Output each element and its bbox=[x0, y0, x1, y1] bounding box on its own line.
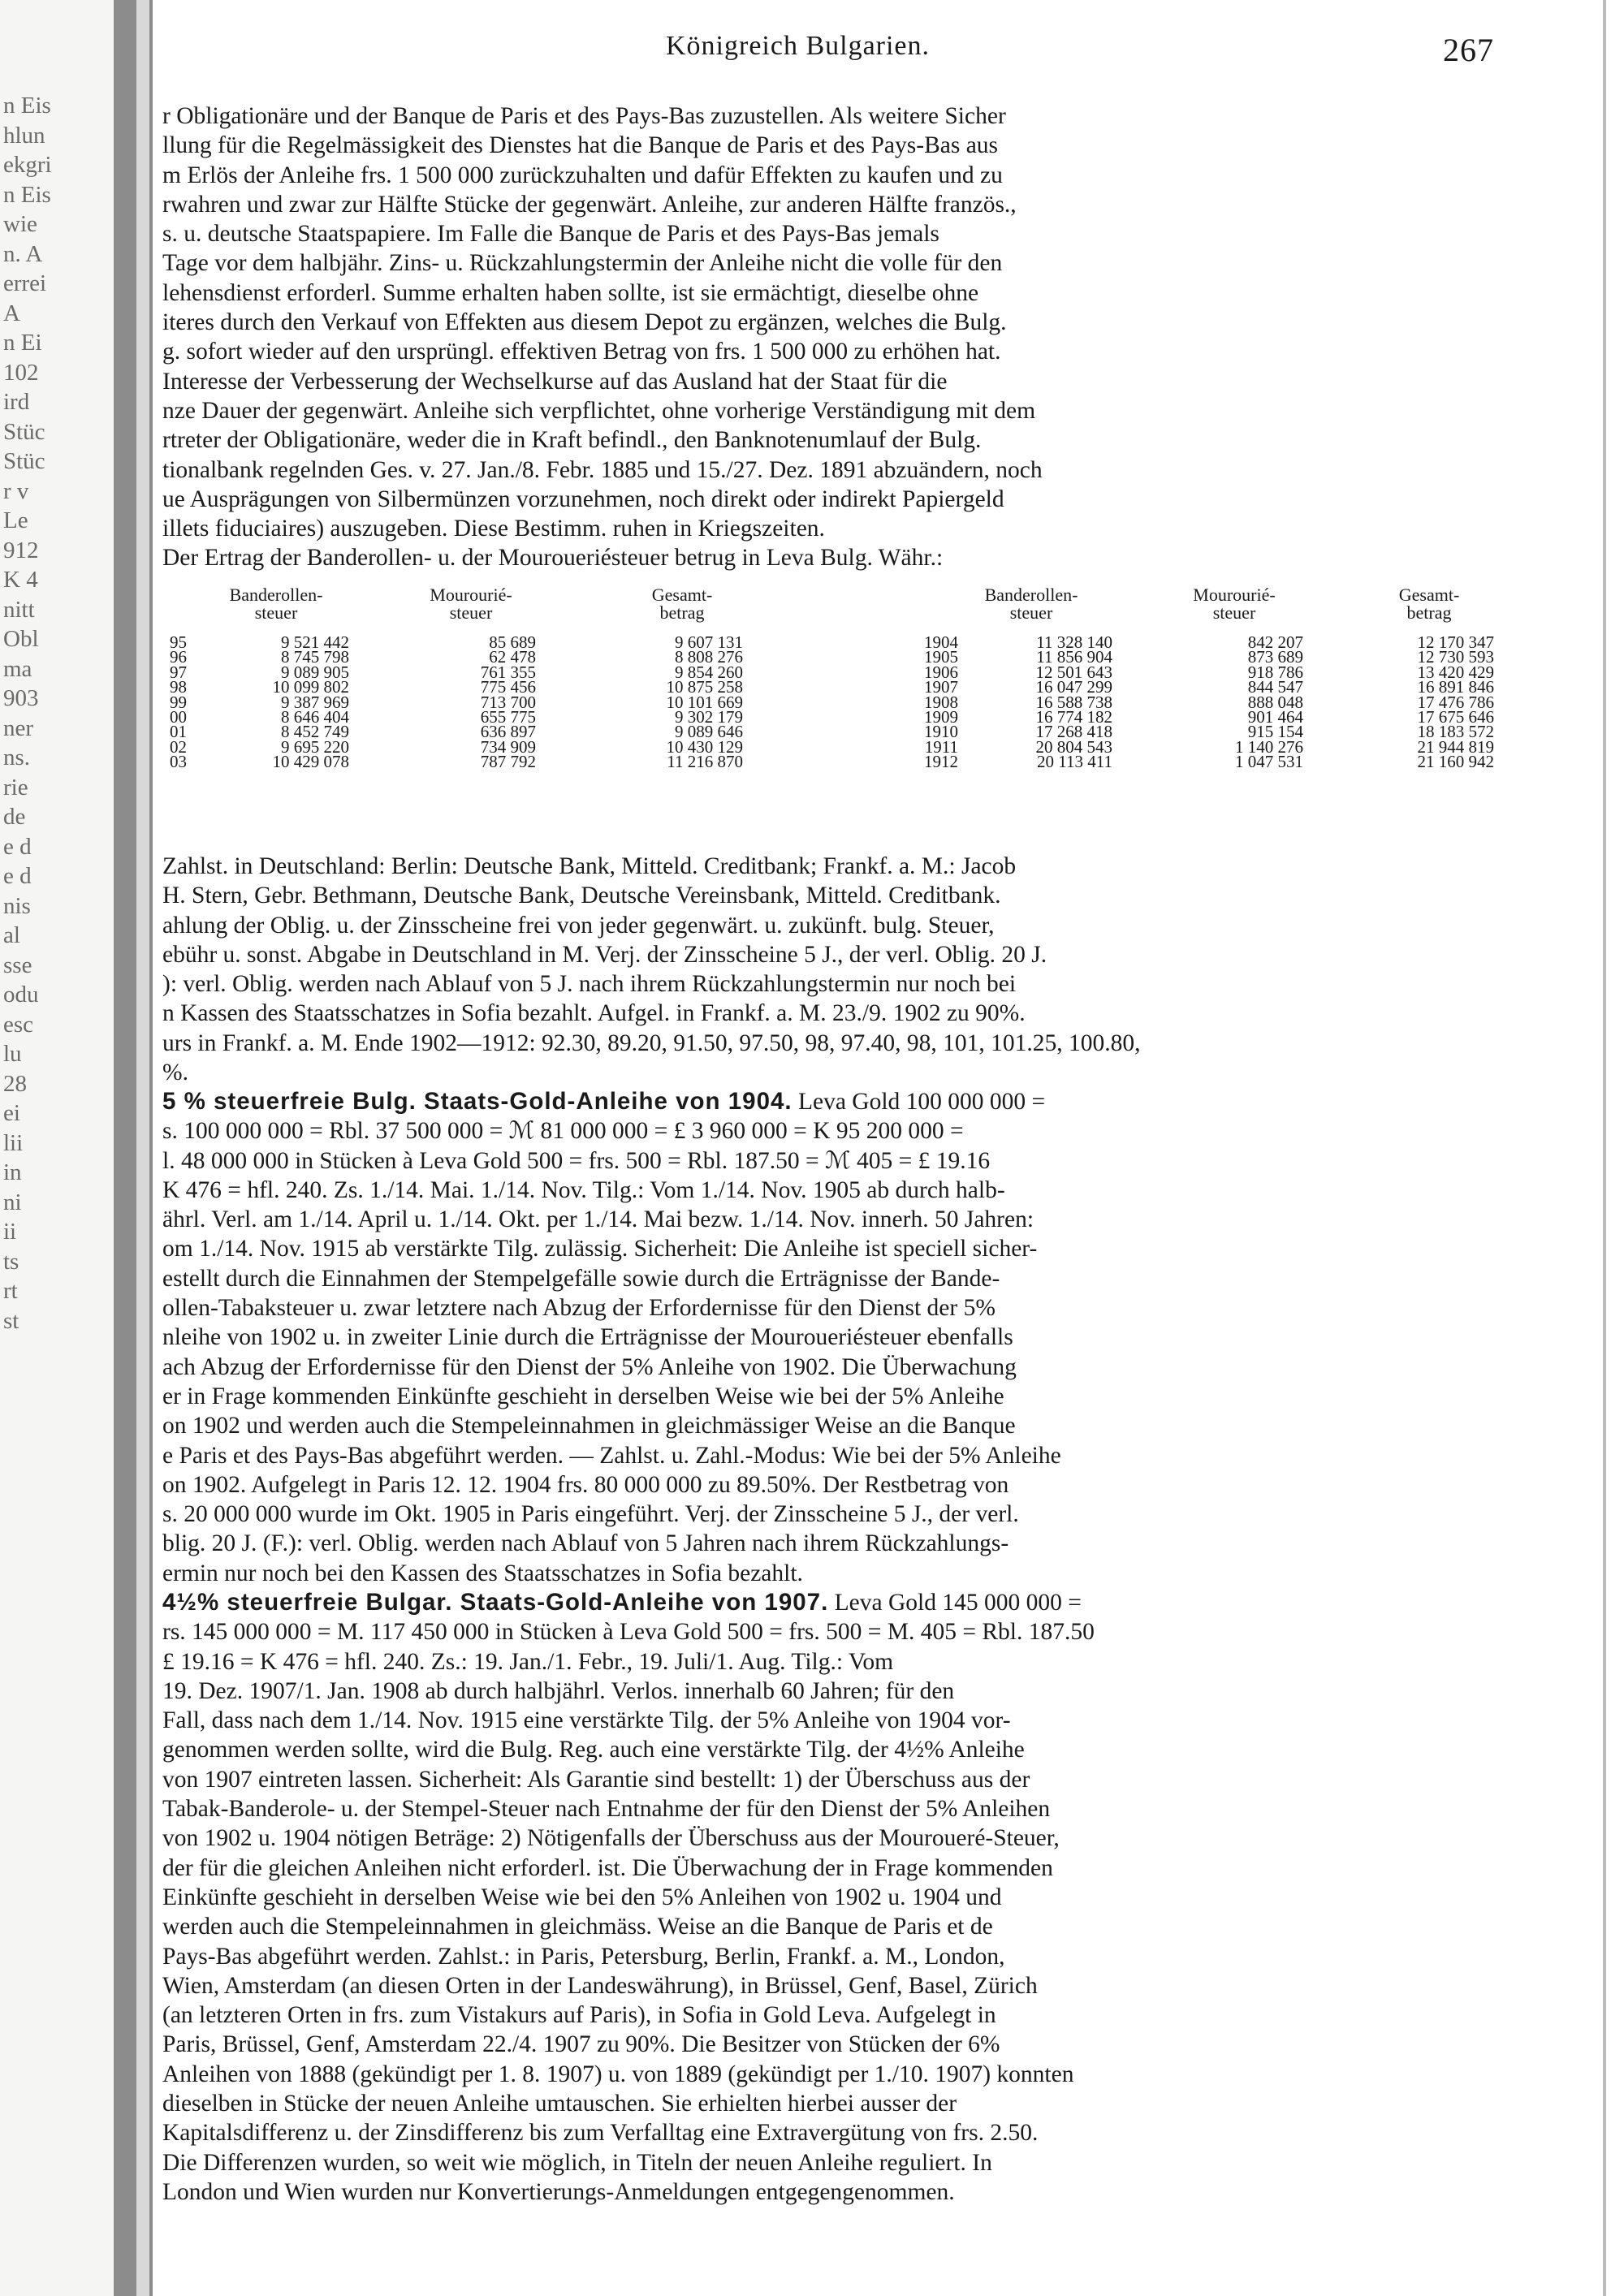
table-cell: 9 854 260 bbox=[675, 662, 743, 682]
text-line: ach Abzug der Erfordernisse für den Dienst der 5% Anleihe von 1902. Die Überwachung bbox=[162, 1353, 1017, 1380]
table-cell: 918 786 bbox=[1247, 662, 1303, 682]
edge-fragment: n Ei bbox=[3, 330, 42, 356]
edge-fragment: esc bbox=[3, 1011, 34, 1038]
table-cell: 16 588 738 bbox=[1035, 692, 1112, 712]
text-line: werden auch die Stempeleinnahmen in gleichmäss. Weise an die Banque de Paris et de bbox=[162, 1914, 993, 1940]
table-cell: 9 089 905 bbox=[281, 662, 349, 682]
text-line: er in Frage kommenden Einkünfte geschieht in derselben Weise wie bei der 5% Anleihe bbox=[162, 1383, 1004, 1409]
col-header-gesamt-right: Gesamt- betrag bbox=[1398, 585, 1460, 623]
text-line: Zahlst. in Deutschland: Berlin: Deutsche Bank, Mitteld. Creditbank; Frankf. a. M.: Jacob bbox=[162, 853, 1017, 879]
edge-fragment: 903 bbox=[3, 685, 39, 711]
col-header-mourourie-right: Mourourié- steuer bbox=[1193, 585, 1276, 623]
table-column-right-mourourie bbox=[1161, 632, 1303, 772]
running-header bbox=[162, 31, 1494, 71]
edge-fragment: e d bbox=[3, 863, 32, 889]
paragraph-security-terms bbox=[162, 101, 1494, 573]
table-cell: 9 607 131 bbox=[675, 632, 743, 652]
table-cell: 655 775 bbox=[480, 706, 536, 727]
edge-fragment: Stüc bbox=[3, 418, 45, 445]
text-line: r Obligationäre und der Banque de Paris et des Pays-Bas zuzustellen. Als weitere Sicher bbox=[162, 103, 1006, 129]
text-line: 19. Dez. 1907/1. Jan. 1908 ab durch halbjährl. Verlos. innerhalb 60 Jahren; für den bbox=[162, 1677, 955, 1704]
text-line: s. 100 000 000 = Rbl. 37 500 000 = ℳ 81 000 000 = £ 3 960 000 = K 95 200 000 = bbox=[162, 1118, 964, 1145]
table-cell: 85 689 bbox=[489, 632, 536, 652]
text-line: Die Differenzen wurden, so weit wie möglich, in Titeln der neuen Anleihe reguliert. In bbox=[162, 2149, 992, 2176]
text-line: %. bbox=[162, 1060, 188, 1086]
table-cell: 11 328 140 bbox=[1036, 632, 1112, 652]
table-cell: 9 695 220 bbox=[281, 736, 349, 757]
text-line: Wien, Amsterdam (an diesen Orten in der Landeswährung), in Brüssel, Genf, Basel, Zürich bbox=[162, 1972, 1038, 1999]
table-cell: 8 646 404 bbox=[281, 706, 349, 727]
text-line: Interesse der Verbesserung der Wechselkurse auf das Ausland hat der Staat für die bbox=[162, 368, 948, 395]
text-line: ahlung der Oblig. u. der Zinsscheine frei von jeder gegenwärt. u. zukünft. bulg. Steuer, bbox=[162, 912, 995, 939]
edge-fragment: rie bbox=[3, 774, 28, 801]
text-line: ollen-Tabaksteuer u. zwar letztere nach Abzug der Erfordernisse für den Dienst der 5% bbox=[162, 1295, 996, 1322]
table-cell: 1 047 531 bbox=[1235, 752, 1303, 772]
text-line: von 1907 eintreten lassen. Sicherheit: Als Garantie sind bestellt: 1) der Überschuss aus der bbox=[162, 1766, 1030, 1793]
section-heading: 4½% steuerfreie Bulgar. Staats-Gold-Anleihe von 1907. bbox=[162, 1589, 829, 1616]
table-cell: 1908 bbox=[924, 692, 958, 712]
edge-fragment: Obl bbox=[3, 626, 39, 652]
text-line: Kapitalsdifferenz u. der Zinsdifferenz bis zum Verfalltag eine Extravergütung von frs. 2.50. bbox=[162, 2120, 1039, 2147]
text-line: lehensdienst erforderl. Summe erhalten haben sollte, ist sie ermächtigt, dieselbe ohne bbox=[162, 279, 979, 306]
edge-fragment: ts bbox=[3, 1248, 19, 1275]
edge-fragment: n Eis bbox=[3, 181, 51, 208]
text-line: Pays-Bas abgeführt werden. Zahlst.: in Paris, Petersburg, Berlin, Frankf. a. M., London, bbox=[162, 1943, 1005, 1970]
text-line: ebühr u. sonst. Abgabe in Deutschland in M. Verj. der Zinsscheine 5 J., der verl. Oblig. 20 J. bbox=[162, 941, 1047, 968]
text-line: m Erlös der Anleihe frs. 1 500 000 zurückzuhalten und dafür Effekten zu kaufen und zu bbox=[162, 162, 1003, 188]
table-column-left-years bbox=[162, 632, 187, 772]
col-header-banderollen-left: Banderollen- steuer bbox=[229, 585, 323, 623]
table-column-left-banderollen bbox=[203, 632, 349, 772]
text-line: London und Wien wurden nur Konvertierungs-Anmeldungen entgegengenommen. bbox=[162, 2178, 955, 2205]
table-cell: 21 160 942 bbox=[1417, 752, 1494, 772]
edge-fragment: st bbox=[3, 1307, 19, 1334]
table-cell: 9 302 179 bbox=[675, 706, 743, 727]
table-cell: 11 856 904 bbox=[1036, 647, 1112, 667]
edge-fragment: ns. bbox=[3, 744, 31, 770]
section-heading-continuation: Leva Gold 145 000 000 = bbox=[828, 1590, 1082, 1616]
table-cell: 844 547 bbox=[1247, 677, 1303, 697]
text-line: s. u. deutsche Staatspapiere. Im Falle die Banque de Paris et des Pays-Bas jemals bbox=[162, 221, 939, 248]
table-cell: 12 501 643 bbox=[1035, 662, 1112, 682]
table-cell: 16 774 182 bbox=[1035, 706, 1112, 727]
table-cell: 16 047 299 bbox=[1035, 677, 1112, 697]
text-line: iteres durch den Verkauf von Effekten aus diesem Depot zu ergänzen, welches die Bulg. bbox=[162, 309, 1007, 336]
page-right-edge bbox=[1603, 0, 1606, 2296]
text-line: von 1902 u. 1904 nötigen Beträge: 2) Nötigenfalls der Überschuss aus der Mouroueré-Steuer, bbox=[162, 1825, 1060, 1852]
table-cell: 10 101 669 bbox=[666, 692, 743, 712]
col-header-gesamt-left: Gesamt- betrag bbox=[651, 585, 713, 623]
edge-fragment: hlun bbox=[3, 122, 45, 149]
text-line: s. 20 000 000 wurde im Okt. 1905 in Paris eingeführt. Verj. der Zinsscheine 5 J., der verl. bbox=[162, 1501, 1019, 1528]
text-line: £ 19.16 = K 476 = hfl. 240. Zs.: 19. Jan./1. Febr., 19. Juli/1. Aug. Tilg.: Vom bbox=[162, 1648, 894, 1675]
binding-gutter-highlight bbox=[136, 0, 149, 2296]
table-column-right-banderollen bbox=[966, 632, 1112, 772]
table-cell: 10 429 078 bbox=[272, 752, 349, 772]
edge-fragment: ekgri bbox=[3, 152, 52, 178]
edge-fragment: 102 bbox=[3, 359, 39, 386]
section-loan-1904 bbox=[162, 1087, 1494, 1588]
edge-fragment: errei bbox=[3, 270, 47, 296]
table-cell: 17 675 646 bbox=[1417, 706, 1494, 727]
table-cell: 62 478 bbox=[489, 647, 536, 667]
edge-fragment: A bbox=[3, 300, 20, 326]
edge-fragment: wie bbox=[3, 211, 37, 237]
edge-fragment: Stüc bbox=[3, 448, 45, 474]
table-cell: 20 113 411 bbox=[1037, 752, 1112, 772]
table-cell: 1911 bbox=[924, 736, 958, 757]
table-cell: 97 bbox=[170, 662, 187, 682]
text-line: nze Dauer der gegenwärt. Anleihe sich verpflichtet, ohne vorherige Verständigung mit dem bbox=[162, 397, 1036, 424]
table-cell: 1907 bbox=[924, 677, 958, 697]
edge-fragment: nis bbox=[3, 892, 31, 919]
table-cell: 1906 bbox=[924, 662, 958, 682]
text-line: rwahren und zwar zur Hälfte Stücke der gegenwärt. Anleihe, zur anderen Hälfte französ., bbox=[162, 191, 1017, 218]
text-line: dieselben in Stücke der neuen Anleihe umtauschen. Sie erhielten hierbei ausser der bbox=[162, 2091, 957, 2117]
section-heading-continuation: Leva Gold 100 000 000 = bbox=[792, 1089, 1046, 1115]
table-cell: 99 bbox=[170, 692, 187, 712]
edge-fragment: ei bbox=[3, 1100, 20, 1126]
text-line: urs in Frankf. a. M. Ende 1902—1912: 92.30, 89.20, 91.50, 97.50, 98, 97.40, 98, 101, 101.25, 100.80, bbox=[162, 1029, 1141, 1056]
table-cell: 10 430 129 bbox=[666, 736, 743, 757]
adjacent-page-edge bbox=[0, 0, 122, 2296]
running-title: Königreich Bulgarien. bbox=[666, 31, 931, 61]
table-cell: 17 476 786 bbox=[1417, 692, 1494, 712]
table-cell: 00 bbox=[170, 706, 187, 727]
table-cell: 03 bbox=[170, 752, 187, 772]
edge-fragment: sse bbox=[3, 952, 32, 978]
table-cell: 18 183 572 bbox=[1417, 722, 1494, 742]
table-cell: 873 689 bbox=[1247, 647, 1303, 667]
edge-fragment: al bbox=[3, 922, 20, 948]
table-cell: 1 140 276 bbox=[1235, 736, 1303, 757]
table-cell: 734 909 bbox=[480, 736, 536, 757]
table-cell: 713 700 bbox=[480, 692, 536, 712]
table-cell: 98 bbox=[170, 677, 187, 697]
table-cell: 17 268 418 bbox=[1035, 722, 1112, 742]
text-line: nleihe von 1902 u. in zweiter Linie durch die Erträgnisse der Mouroueriésteuer ebenfalls bbox=[162, 1324, 1013, 1351]
section-first-line bbox=[162, 1087, 1494, 1116]
edge-fragment: rt bbox=[3, 1278, 18, 1304]
table-cell: 11 216 870 bbox=[667, 752, 743, 772]
col-header-mourourie-left: Mourourié- steuer bbox=[430, 585, 512, 623]
text-line: rs. 145 000 000 = M. 117 450 000 in Stücken à Leva Gold 500 = frs. 500 = M. 405 = Rbl. 187.50 bbox=[162, 1619, 1095, 1646]
table-cell: 96 bbox=[170, 647, 187, 667]
table-cell: 636 897 bbox=[480, 722, 536, 742]
table-cell: 10 099 802 bbox=[272, 677, 349, 697]
table-column-left-mourourie bbox=[398, 632, 536, 772]
edge-fragment: ma bbox=[3, 655, 32, 682]
text-line: l. 48 000 000 in Stücken à Leva Gold 500 = frs. 500 = Rbl. 187.50 = ℳ 405 = £ 19.16 bbox=[162, 1147, 991, 1174]
edge-fragment: 912 bbox=[3, 537, 39, 563]
table-cell: 16 891 846 bbox=[1417, 677, 1494, 697]
table-cell: 915 154 bbox=[1247, 722, 1303, 742]
text-line: Fall, dass nach dem 1./14. Nov. 1915 eine verstärkte Tilg. der 5% Anleihe von 1904 vor- bbox=[162, 1707, 1011, 1734]
table-cell: 12 170 347 bbox=[1417, 632, 1494, 652]
text-line: Paris, Brüssel, Genf, Amsterdam 22./4. 1907 zu 90%. Die Besitzer von Stücken der 6% bbox=[162, 2031, 1000, 2058]
table-cell: 13 420 429 bbox=[1417, 662, 1494, 682]
table-cell: 1905 bbox=[924, 647, 958, 667]
table-cell: 21 944 819 bbox=[1417, 736, 1494, 757]
edge-fragment: lu bbox=[3, 1041, 22, 1067]
edge-fragment: nitt bbox=[3, 596, 35, 623]
text-line: Tage vor dem halbjähr. Zins- u. Rückzahlungstermin der Anleihe nicht die volle für den bbox=[162, 250, 1003, 277]
table-body bbox=[162, 632, 1494, 773]
table-cell: 95 bbox=[170, 632, 187, 652]
text-line: illets fiduciaires) auszugeben. Diese Bestimm. ruhen in Kriegszeiten. bbox=[162, 516, 825, 542]
text-line: Einkünfte geschieht in derselben Weise wie bei den 5% Anleihen von 1902 u. 1904 und bbox=[162, 1884, 1002, 1910]
table-cell: 1904 bbox=[924, 632, 958, 652]
table-column-right-gesamt bbox=[1348, 632, 1494, 772]
edge-fragment: de bbox=[3, 804, 26, 830]
edge-fragment: e d bbox=[3, 833, 32, 860]
text-line: K 476 = hfl. 240. Zs. 1./14. Mai. 1./14. Nov. Tilg.: Vom 1./14. Nov. 1905 ab durch halb- bbox=[162, 1176, 1005, 1203]
text-line: on 1902 und werden auch die Stempeleinnahmen in gleichmässiger Weise an die Banque bbox=[162, 1413, 1016, 1439]
table-cell: 01 bbox=[170, 722, 187, 742]
col-header-banderollen-right: Banderollen- steuer bbox=[984, 585, 1078, 623]
paragraph-payment-places bbox=[162, 852, 1494, 1087]
edge-fragment: odu bbox=[3, 982, 39, 1008]
text-line: H. Stern, Gebr. Bethmann, Deutsche Bank, Deutsche Vereinsbank, Mitteld. Creditbank. bbox=[162, 883, 1001, 909]
text-line: blig. 20 J. (F.): verl. Oblig. werden nach Ablauf von 5 Jahren nach ihrem Rückzahlungs- bbox=[162, 1530, 1009, 1557]
text-line: genommen werden sollte, wird die Bulg. Reg. auch eine verstärkte Tilg. der 4½% Anleihe bbox=[162, 1737, 1025, 1763]
edge-fragment: lii bbox=[3, 1129, 24, 1156]
table-cell: 888 048 bbox=[1247, 692, 1303, 712]
edge-fragment: K 4 bbox=[3, 567, 38, 593]
table-cell: 8 745 798 bbox=[281, 647, 349, 667]
section-loan-1907 bbox=[162, 1588, 1494, 2207]
text-line: ): verl. Oblig. werden nach Ablauf von 5 J. nach ihrem Rückzahlungstermin nur noch bei bbox=[162, 971, 1017, 998]
table-cell: 1909 bbox=[924, 706, 958, 727]
page-number: 267 bbox=[1443, 32, 1494, 68]
table-cell: 8 808 276 bbox=[675, 647, 743, 667]
table-cell: 9 521 442 bbox=[281, 632, 349, 652]
text-line: rtreter der Obligationäre, weder die in Kraft befindl., den Banknotenumlauf der Bulg. bbox=[162, 427, 982, 454]
table-cell: 761 355 bbox=[480, 662, 536, 682]
table-cell: 1910 bbox=[924, 722, 958, 742]
edge-fragment: ner bbox=[3, 714, 34, 741]
table-cell: 9 387 969 bbox=[281, 692, 349, 712]
table-cell: 12 730 593 bbox=[1417, 647, 1494, 667]
text-line: e Paris et des Pays-Bas abgeführt werden. — Zahlst. u. Zahl.-Modus: Wie bei der 5% Anleihe bbox=[162, 1442, 1061, 1469]
edge-fragment: r v bbox=[3, 477, 29, 504]
text-line: der für die gleichen Anleihen nicht erforderl. ist. Die Überwachung der in Frage kommenden bbox=[162, 1854, 1053, 1881]
table-cell: 9 089 646 bbox=[675, 722, 743, 742]
table-cell: 775 456 bbox=[480, 677, 536, 697]
table-cell: 20 804 543 bbox=[1035, 736, 1112, 757]
edge-fragment: ii bbox=[3, 1219, 17, 1245]
text-line: llung für die Regelmässigkeit des Dienstes hat die Banque de Paris et des Pays-Bas aus bbox=[162, 132, 999, 159]
text-line: ermin nur noch bei den Kassen des Staatsschatzes in Sofia bezahlt. bbox=[162, 1560, 803, 1586]
text-line: Tabak-Banderole- u. der Stempel-Steuer nach Entnahme der für den Dienst der 5% Anleihen bbox=[162, 1796, 1051, 1823]
table-cell: 901 464 bbox=[1247, 706, 1303, 727]
table-column-right-years bbox=[893, 632, 958, 772]
text-line: (an letzteren Orten in frs. zum Vistakurs auf Paris), in Sofia in Gold Leva. Aufgelegt in bbox=[162, 2002, 996, 2029]
table-cell: 02 bbox=[170, 736, 187, 757]
table-column-left-gesamt bbox=[605, 632, 743, 772]
text-line: om 1./14. Nov. 1915 ab verstärkte Tilg. zulässig. Sicherheit: Die Anleihe ist speciell sicher- bbox=[162, 1236, 1038, 1262]
text-line: n Kassen des Staatsschatzes in Sofia bezahlt. Aufgel. in Frankf. a. M. 23./9. 1902 zu 90%. bbox=[162, 1000, 1026, 1027]
edge-fragment: 28 bbox=[3, 1070, 27, 1097]
edge-fragment: ird bbox=[3, 389, 30, 415]
table-cell: 10 875 258 bbox=[666, 677, 743, 697]
text-line: ährl. Verl. am 1./14. April u. 1./14. Okt. per 1./14. Mai bezw. 1./14. Nov. innerh. 50 Jahren: bbox=[162, 1206, 1034, 1233]
text-line: Der Ertrag der Banderollen- u. der Mouroueriésteuer betrug in Leva Bulg. Währ.: bbox=[162, 545, 944, 572]
text-line: g. sofort wieder auf den ursprüngl. effektiven Betrag von frs. 1 500 000 zu erhöhen hat. bbox=[162, 339, 1001, 365]
text-line: Anleihen von 1888 (gekündigt per 1. 8. 1907) u. von 1889 (gekündigt per 1./10. 1907) konnten bbox=[162, 2061, 1074, 2087]
text-line: estellt durch die Einnahmen der Stempelgefälle sowie durch die Erträgnisse der Bande- bbox=[162, 1265, 1000, 1292]
edge-fragment: in bbox=[3, 1159, 22, 1185]
edge-fragment: Le bbox=[3, 507, 28, 533]
text-line: on 1902. Aufgelegt in Paris 12. 12. 1904 frs. 80 000 000 zu 89.50%. Der Restbetrag von bbox=[162, 1471, 1009, 1498]
table-cell: 842 207 bbox=[1247, 632, 1303, 652]
table-cell: 8 452 749 bbox=[281, 722, 349, 742]
edge-fragment: n Eis bbox=[3, 93, 51, 119]
edge-fragment: ni bbox=[3, 1189, 22, 1215]
section-first-line bbox=[162, 1588, 1494, 1617]
text-line: ue Ausprägungen von Silbermünzen vorzunehmen, noch direkt oder indirekt Papiergeld bbox=[162, 486, 1004, 512]
table-cell: 787 792 bbox=[480, 752, 536, 772]
table-cell: 1912 bbox=[924, 752, 958, 772]
section-heading: 5 % steuerfreie Bulg. Staats-Gold-Anleihe von 1904. bbox=[162, 1088, 793, 1115]
text-line: tionalbank regelnden Ges. v. 27. Jan./8. Febr. 1885 und 15./27. Dez. 1891 abzuändern, noch bbox=[162, 456, 1043, 483]
edge-fragment: n. A bbox=[3, 240, 43, 267]
